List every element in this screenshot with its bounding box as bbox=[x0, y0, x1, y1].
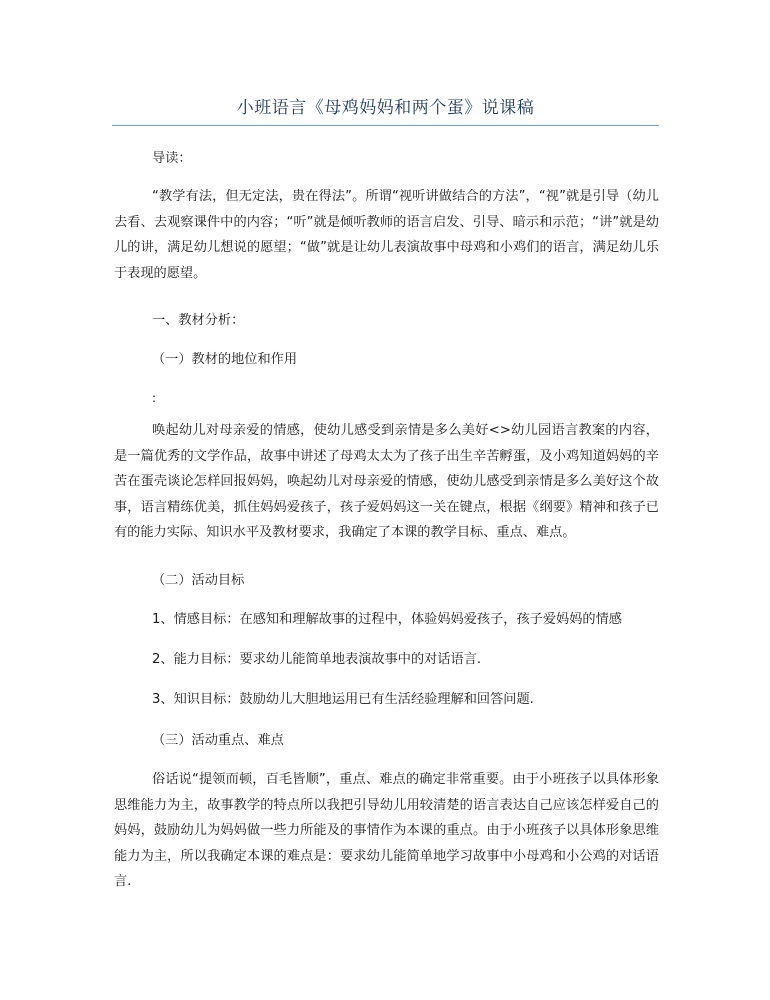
title-divider bbox=[112, 125, 659, 126]
subsection-heading-goals: （二）活动目标 bbox=[152, 573, 245, 588]
goal-item-knowledge: 3、知识目标：鼓励幼儿大胆地运用已有生活经验理解和回答问题. bbox=[152, 692, 534, 707]
goal-item-emotion: 1、情感目标：在感知和理解故事的过程中，体验妈妈爱孩子，孩子爱妈妈的情感 bbox=[152, 612, 622, 627]
stray-mark: : bbox=[152, 391, 157, 405]
document-title: 小班语言《母鸡妈妈和两个蛋》说课稿 bbox=[236, 98, 535, 118]
guide-paragraph: “教学有法，但无定法，贵在得法”。所谓“视听讲做结合的方法”，“视”就是引导（幼儿去看、去观察课件中的内容；“听”就是倾听教师的语言启发、引导、暗示和示范；“讲”就是幼儿的讲，满足幼儿想说的愿望；“做”就是让幼儿表演故事中母鸡和小鸡们的语言，满足幼儿乐于表现的愿望。 bbox=[114, 189, 659, 281]
goal-item-ability: 2、能力目标：要求幼儿能简单地表演故事中的对话语言. bbox=[152, 652, 482, 667]
guide-label: 导读： bbox=[152, 151, 192, 166]
subsection-heading-role: （一）教材的地位和作用 bbox=[152, 352, 298, 367]
material-paragraph: 唤起幼儿对母亲爱的情感，使幼儿感受到亲情是多么美好<>幼儿园语言教案的内容，是一篇优秀的文学作品，故事中讲述了母鸡太太为了孩子出生辛苦孵蛋，及小鸡知道妈妈的辛苦在蛋壳谈论怎样回报妈妈，唤起幼儿对母亲爱的情感，使幼儿感受到亲情是多么美好这个故事，语言精练优美，抓住妈妈爱孩子，孩子爱妈妈这一关在键点，根据《纲要》精神和孩子已有的能力实际、知识水平及教材要求，我确定了本课的教学目标、重点、难点。 bbox=[114, 423, 659, 540]
key-points-paragraph: 俗话说“提领而顿，百毛皆顺”，重点、难点的确定非常重要。由于小班孩子以具体形象思维能力为主，故事教学的特点所以我把引导幼儿用较清楚的语言表达自己应该怎样爱自己的妈妈，鼓励幼儿为妈妈做一些力所能及的事情作为本课的重点。由于小班孩子以具体形象思维能力为主，所以我确定本课的难点是：要求幼儿能简单地学习故事中小母鸡和小公鸡的对话语言. bbox=[114, 772, 659, 889]
section-heading-material-analysis: 一、教材分析： bbox=[152, 313, 245, 328]
subsection-heading-key-points: （三）活动重点、难点 bbox=[152, 733, 284, 748]
